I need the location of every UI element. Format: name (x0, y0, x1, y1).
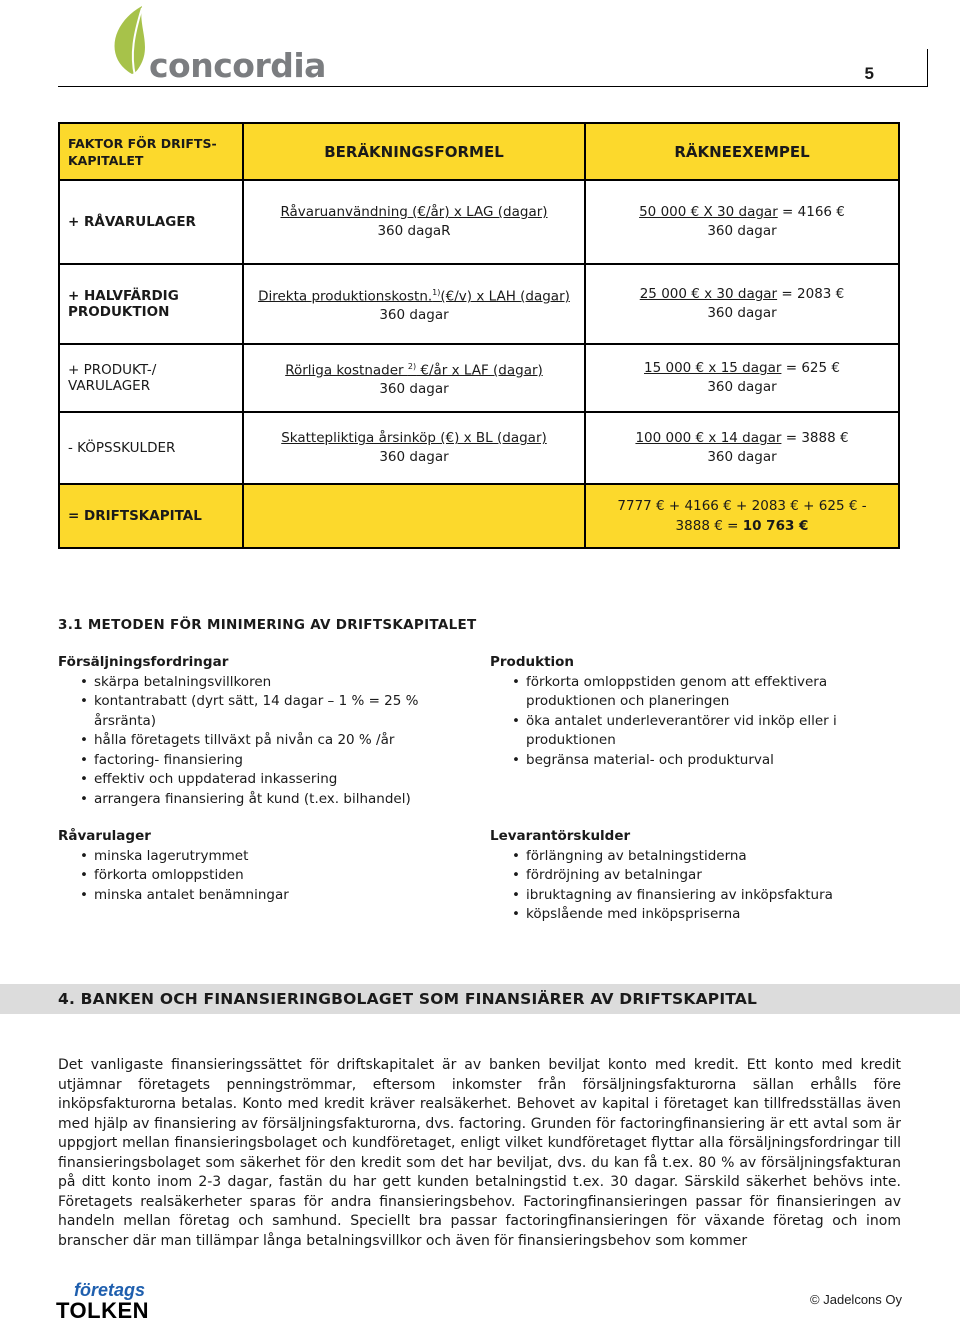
logo-top-text: företags (74, 1280, 146, 1300)
block-heading: Produktion (490, 654, 575, 670)
row-formula: Skattepliktiga årsinköp (€) x BL (dagar) 360 dagar (243, 412, 585, 484)
list-item: • begränsa material- och produkturval (526, 751, 910, 771)
page-number: 5 (864, 64, 874, 83)
list-item: • förkorta omloppstiden genom att effektivera (526, 673, 910, 693)
list-item: • förlängning av betalningstiderna (526, 847, 910, 867)
row-example: 100 000 € x 14 dagar = 3888 € 360 dagar (585, 412, 899, 484)
copyright: © Jadelcons Oy (810, 1292, 902, 1307)
header-formula: BERÄKNINGSFORMEL (243, 123, 585, 180)
table-row (59, 264, 899, 344)
block-heading: Försäljningsfordringar (58, 654, 229, 670)
row-formula: Direkta produktionskostn.$^{1)}$(€/v) x LAH (dagar) 360 dagar (243, 264, 585, 344)
section-3-1-title: 3.1 METODEN FÖR MINIMERING AV DRIFTSKAPITALET (58, 617, 477, 633)
table-total-row (59, 484, 899, 548)
block-produktion (490, 653, 910, 770)
row-example: 15 000 € x 15 dagar = 625 € 360 dagar (585, 344, 899, 412)
list-item: • hålla företagets tillväxt på nivån ca 20 % /år (94, 731, 478, 751)
table-header-row (59, 123, 899, 180)
row-label: + RÅVARULAGER (59, 180, 243, 264)
list-item: • kontantrabatt (dyrt sätt, 14 dagar – 1 % = 25 % (94, 692, 478, 712)
row-label: + PRODUKT-/ VARULAGER (59, 344, 243, 412)
row-label: + HALVFÄRDIG PRODUKTION (59, 264, 243, 344)
list-item: • skärpa betalningsvillkoren (94, 673, 478, 693)
header-divider (58, 86, 928, 87)
bullet-list (490, 673, 910, 771)
row-example: 25 000 € x 30 dagar = 2083 € 360 dagar (585, 264, 899, 344)
logo-text: concordia (149, 46, 326, 85)
block-levarantorskulder (490, 827, 910, 925)
block-ravarulager (58, 827, 478, 905)
block-forsaljningsfordringar (58, 653, 478, 809)
list-item: • effektiv och uppdaterad inkassering (94, 770, 478, 790)
table-row (59, 412, 899, 484)
list-item: • köpslående med inköpspriserna (526, 905, 910, 925)
list-item: produktionen och planeringen (526, 693, 730, 709)
list-item: • minska antalet benämningar (94, 886, 478, 906)
block-heading: Levarantörskulder (490, 828, 631, 844)
table-row (59, 344, 899, 412)
foretagstolken-logo (56, 1280, 174, 1323)
total-formula-empty (243, 484, 585, 548)
row-example: 50 000 € X 30 dagar = 4166 € 360 dagar (585, 180, 899, 264)
list-item: • förkorta omloppstiden (94, 866, 478, 886)
row-label: - KÖPSSKULDER (59, 412, 243, 484)
header-factor: FAKTOR FÖR DRIFTS- KAPITALET (59, 123, 243, 180)
header-example: RÄKNEEXEMPEL (585, 123, 899, 180)
bullet-list (490, 847, 910, 925)
section-4-paragraph: Det vanligaste finansieringssättet för driftskapitalet är av banken beviljat konto med kredit. Ett konto med kredit utjämnar företagets penningströmmar, eftersom inkomster från försäljningsfakturorna sällan erhålls före inköpsfakturorna betalas. Konto med kredit kräver realsäkerhet. Behovet av kapital i företaget kan tillfredsställas även med hjälp av finansiering av försäljningsfakturorna, dvs. factoring. Grunden för factoringfinansiering är ett avtal som är uppgjort mellan finansieringsbolaget och kundföretaget, enligt vilket kundföretaget flyttar alla försäljningsfordringar till finansieringsbolaget som säkerhet för den kredit som det har beviljat, dvs. du kan få t.ex. 80 % av försäljningsfakturan på ditt konto inom 2-3 dagar, fastän du har gett kunden betalningstid t.ex. 30 dagar. Särskild säkerhet behövs inte. Företagets realsäkerheter sparas för andra finansieringsbehov. Factoringfinansieringen passar för finansieringen av handeln mellan företag och samhund. Speciellt bra passar factoringfinansieringen för växande företag och inom branscher där man tillämpar långa betalningsvillkor och även för finansieringsbehov som kommer (58, 1057, 901, 1249)
header-divider-vertical (927, 49, 928, 87)
total-expression: 7777 € + 4166 € + 2083 € + 625 € - 3888 € = 10 763 € (585, 484, 899, 548)
bullet-list (58, 847, 478, 906)
bullet-list (58, 673, 478, 810)
list-item: • ibruktagning av finansiering av inköpsfaktura (526, 886, 910, 906)
list-item: årsränta) (94, 712, 157, 729)
list-item: • factoring- finansiering (94, 751, 478, 771)
list-item: produktionen (526, 732, 616, 748)
list-item: • fördröjning av betalningar (526, 866, 910, 886)
total-label: = DRIFTSKAPITAL (59, 484, 243, 548)
logo-bottom-text: TOLKEN (56, 1298, 150, 1323)
list-item: • arrangera finansiering åt kund (t.ex. bilhandel) (94, 790, 478, 810)
row-formula: Råvaruanvändning (€/år) x LAG (dagar) 360 dagaR (243, 180, 585, 264)
row-formula: Rörliga kostnader $^{2)}$ €/år x LAF (dagar) 360 dagar (243, 344, 585, 412)
section-4-title: 4. BANKEN OCH FINANSIERINGBOLAGET SOM FINANSIÄRER AV DRIFTSKAPITAL (58, 990, 758, 1008)
block-heading: Råvarulager (58, 828, 151, 844)
working-capital-table (58, 122, 900, 549)
list-item: • minska lagerutrymmet (94, 847, 478, 867)
table-row (59, 180, 899, 264)
list-item: • öka antalet underleverantörer vid inköp eller i (526, 712, 910, 732)
